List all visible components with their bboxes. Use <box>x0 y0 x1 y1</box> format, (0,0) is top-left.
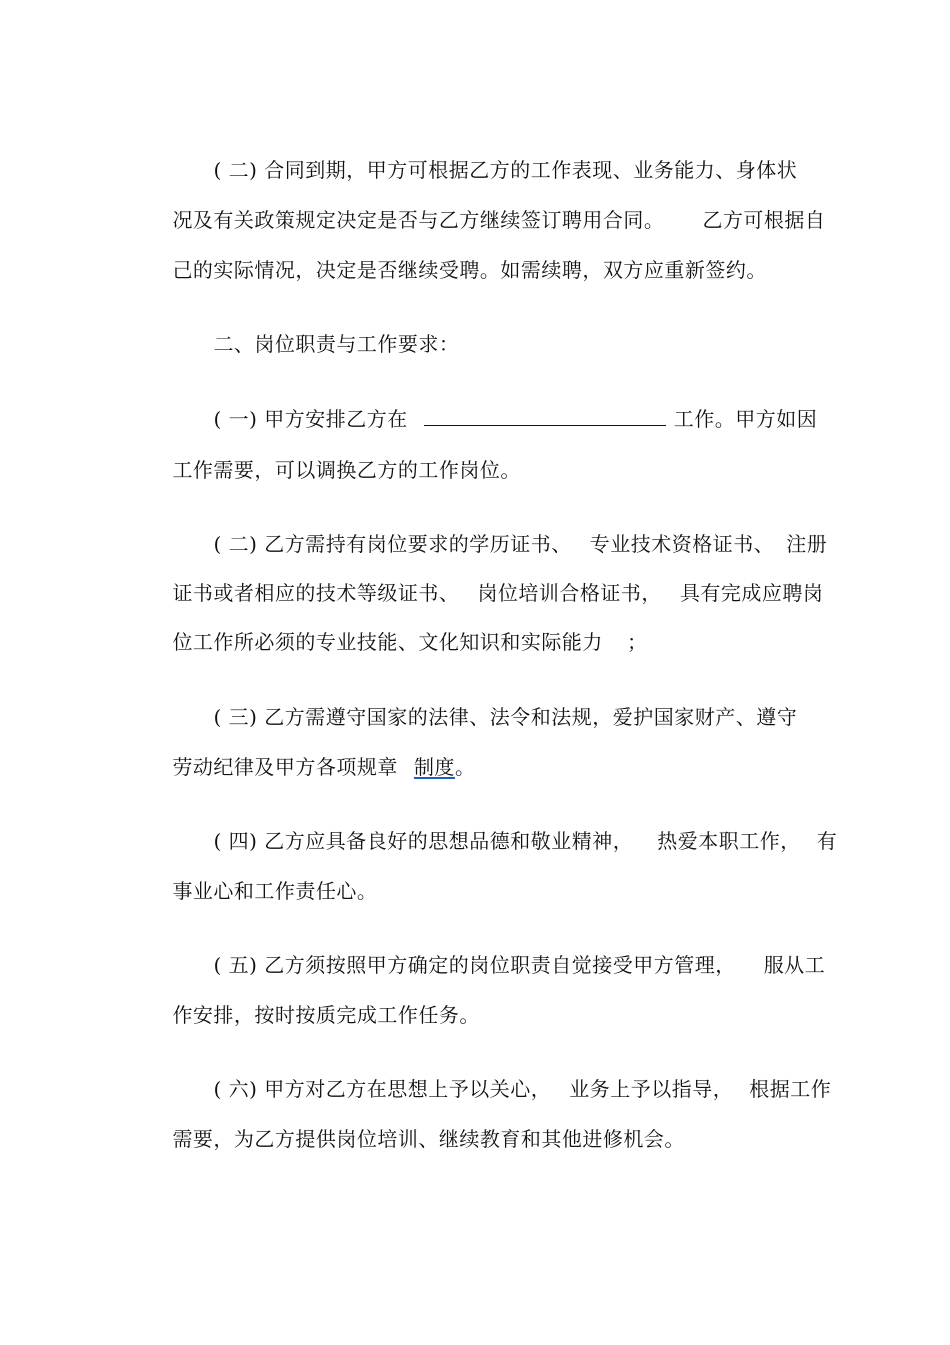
paragraph-text: 服从工 <box>763 953 826 977</box>
paragraph-text: 事业心和工作责任心。 <box>172 879 378 903</box>
paragraph-text: 具有完成应聘岗 <box>679 581 824 605</box>
paragraph-text: 专业技术资格证书、 <box>589 532 775 556</box>
heading-text: 二、岗位职责与工作要求： <box>213 332 460 356</box>
fill-in-blank <box>424 407 666 426</box>
paragraph-text: 需要，为乙方提供岗位培训、继续教育和其他进修机会。 <box>172 1127 685 1151</box>
paragraph-line <box>145 973 480 1057</box>
paragraph-text: ( 三) 乙方需遵守国家的法律、法令和法规，爱护国家财产、遵守 <box>213 705 798 729</box>
paragraph-text: ； <box>626 630 648 654</box>
paragraph-text: ( 四) 乙方应具备良好的思想品德和敬业精神， <box>213 829 634 853</box>
paragraph-text: 位工作所必须的专业技能、文化知识和实际能力 <box>172 630 603 654</box>
paragraph-line <box>145 725 475 809</box>
paragraph-text: 有 <box>816 829 838 853</box>
paragraph-text: 况及有关政策规定决定是否与乙方继续签订聘用合同。 <box>172 208 665 232</box>
paragraph-text: 业务上予以指导， <box>569 1077 734 1101</box>
paragraph-text: ( 二) 合同到期，甲方可根据乙方的工作表现、业务能力、身体状 <box>213 158 798 182</box>
paragraph-text: ( 六) 甲方对乙方在思想上予以关心， <box>213 1077 552 1101</box>
paragraph-text: 工作需要，可以调换乙方的工作岗位。 <box>172 458 521 482</box>
paragraph-text: 工作。甲方如因 <box>673 407 818 431</box>
rules-link[interactable]: 制度 <box>413 755 455 779</box>
paragraph-text: 劳动纪律及甲方各项规章 <box>172 755 398 779</box>
paragraph-text: 热爱本职工作， <box>657 829 801 853</box>
paragraph-text: 作安排，按时按质完成工作任务。 <box>172 1003 480 1027</box>
paragraph-text: ( 五) 乙方须按照甲方确定的岗位职责自觉接受甲方管理， <box>213 953 736 977</box>
paragraph-text: 。 <box>454 755 476 779</box>
paragraph-line <box>145 228 767 312</box>
paragraph-line <box>145 1097 685 1181</box>
paragraph-text: 根据工作 <box>749 1077 832 1101</box>
paragraph-text: 己的实际情况，决定是否继续受聘。如需续聘，双方应重新签约。 <box>172 258 767 282</box>
paragraph-text: 证书或者相应的技术等级证书、 <box>172 581 460 605</box>
paragraph-text: 乙方可根据自 <box>702 208 826 232</box>
paragraph-text: ( 二) 乙方需持有岗位要求的学历证书、 <box>213 532 572 556</box>
paragraph-text: 岗位培训合格证书， <box>477 581 662 605</box>
paragraph-line <box>145 428 521 512</box>
section-heading <box>186 302 459 386</box>
paragraph-line <box>145 600 647 684</box>
paragraph-line <box>145 849 377 933</box>
paragraph-text: 注册 <box>786 532 828 556</box>
paragraph-text: ( 一) 甲方安排乙方在 <box>213 407 408 431</box>
